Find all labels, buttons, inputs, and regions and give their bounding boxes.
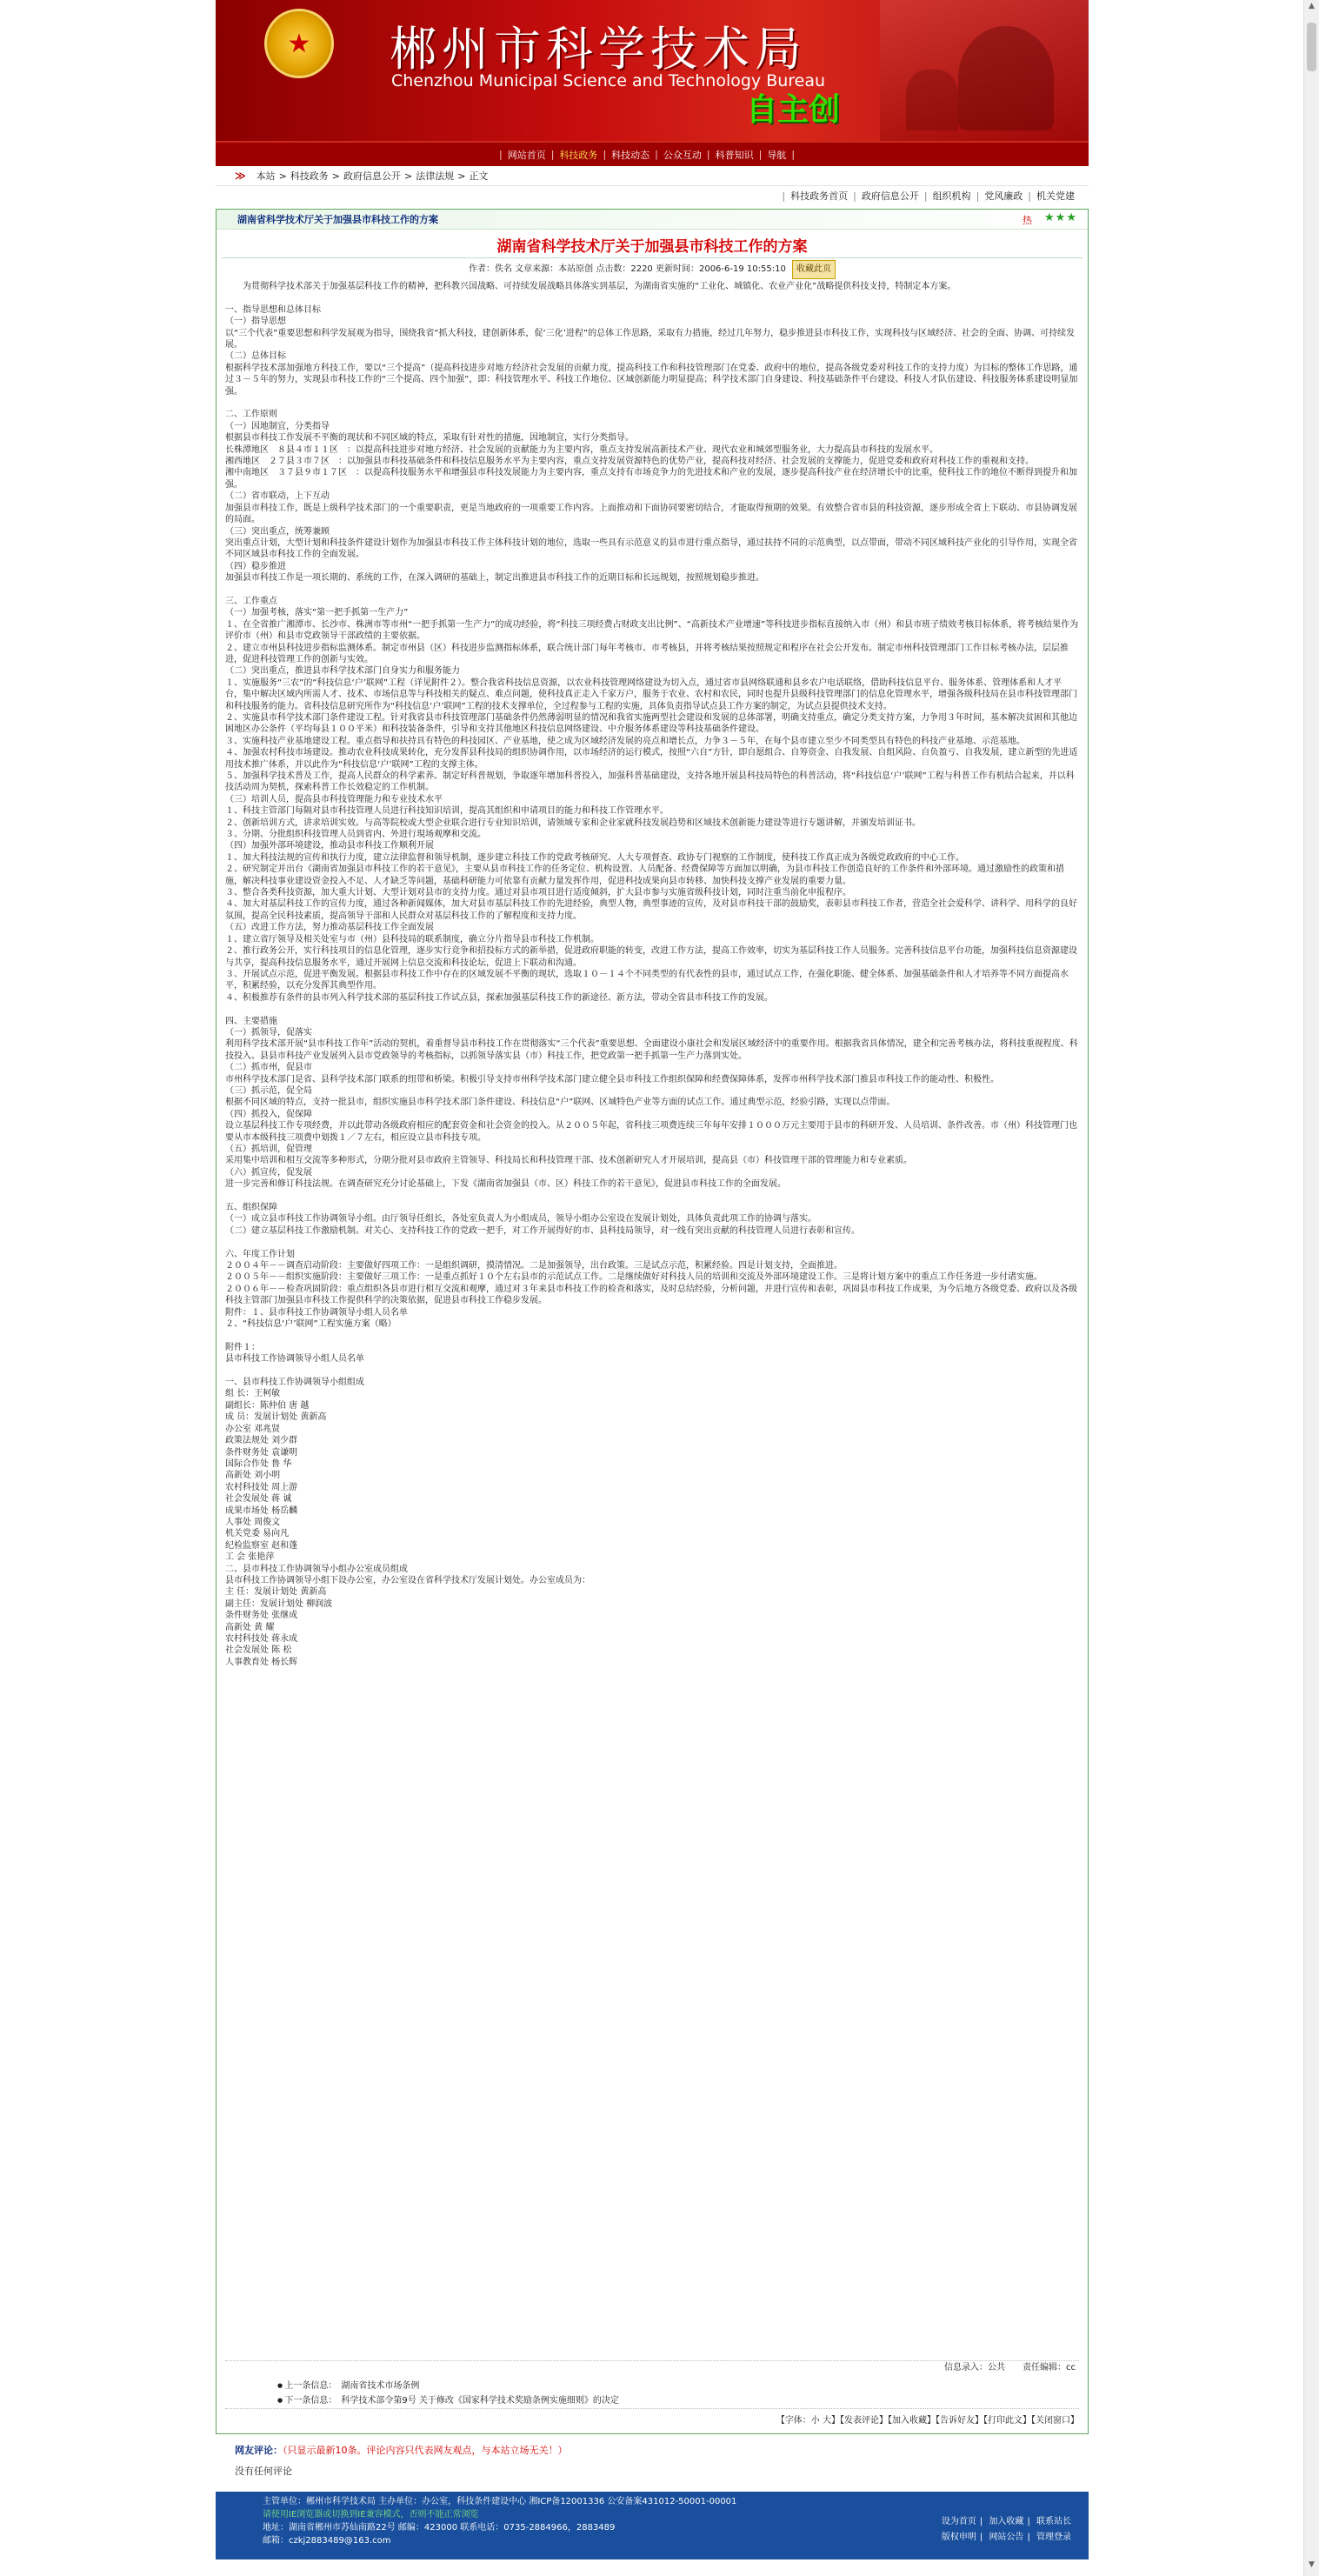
- breadcrumb-item[interactable]: 科技政务: [290, 170, 329, 182]
- article-paragraph: 根据不同区域的特点，支持一批县市，组织实施县市科学技术部门条件建设、科技信息“户”联网、区域特色产业等方面的试点工作。通过典型示范，经验引路，实现以点带面。: [225, 1098, 896, 1108]
- article-paragraph: 社会发展处 陈 松: [225, 1645, 292, 1656]
- article-paragraph: 四、主要措施: [225, 1016, 277, 1026]
- footer-links: 设为首页 | 加入收藏 | 联系站长 版权申明 | 网站公告 | 管理登录: [941, 2517, 1071, 2542]
- article-paragraph: 二、县市科技工作协调领导小组办公室成员组成: [225, 1564, 408, 1574]
- article-paragraph: 市州科学技术部门是省、县科学技术部门联系的纽带和桥梁。积极引导支持市州科学技术部门建立健全县市科技工作组织保障和经费保障体系，发挥市州科学技术部门推县市科技工作的能动性、积极性。: [225, 1074, 999, 1084]
- paragraph-gap: [225, 1191, 1079, 1202]
- article-paragraph: 成 员：发展计划处 黄新高: [225, 1412, 327, 1423]
- article-footer: [217, 2360, 1088, 2433]
- box-head-title: 湖南省科学技术厅关于加强县市科技工作的方案: [237, 214, 438, 225]
- article-paragraph: 农村科技处 周上游: [225, 1482, 298, 1492]
- article-paragraph: ４、加大对基层科技工作的宣传力度，通过各种新闻媒体，加大对县市基层科技工作的先进经验，典型人物，典型事迹的宣传，及对县市科技干部的鼓励奖，表彰县市科技工作者，营造全社会爱科学、讲科学、用科学的良好氛围，提高全民科技素质，提高领导干部和人民群众对基层科技工作的了解程度和支持力度。: [225, 899, 1077, 921]
- article-paragraph: 三、工作重点: [225, 596, 277, 606]
- subnav-item[interactable]: 组织机构: [932, 190, 971, 202]
- comments-section: [216, 2443, 1089, 2479]
- article-paragraph: ２、“科技信息‘户’联网”工程实施方案（略）: [225, 1319, 396, 1330]
- article-paragraph: ３、分期、分批组织科技管理人员到省内、外进行現场观摩和交流。: [225, 830, 486, 840]
- article-paragraph: 根据科学技术部加强地方科技工作，要以“三个提高”（提高科技进步对地方经济社会发展的贡献力度，提高科技工作和科技管理部门在党委、政府中的地位，提高各级党委对科技工作的支持力度）为目标的整体工作思路，通过３－５年的努力，实现县市科技工作的“三个提高、四个加强”，即：科技管理水平、科技工作地位、区域创新能力明显提高；科学技术部门自身建设、科技基础条件平台建设、科技人才队伍建设、科技服务体系建设明显加强。: [225, 363, 1078, 397]
- contact-webmaster-link[interactable]: 联系站长: [1036, 2517, 1071, 2526]
- article-paragraph: 根据县市科技工作发展不平衡的现状和不同区域的特点，采取有针对性的措施，因地制宜，实行分类指导。: [225, 433, 634, 444]
- subnav-item[interactable]: 机关党建: [1036, 190, 1075, 202]
- article-paragraph: 主 任：发展计划处 黄新高: [225, 1587, 327, 1598]
- editor-info: 信息录入：公共 责任编辑：cc: [225, 2360, 1079, 2375]
- comments-notice: （只显示最新10条。评论内容只代表网友观点，与本站立场无关！）: [283, 2445, 568, 2456]
- article-title: 湖南省科学技术厅关于加强县市科技工作的方案: [496, 238, 808, 256]
- article-paragraph: ３、开展试点示范，促进平衡发展。根据县市科技工作中存在的区域发展不平衡的现状，选取１０－１４个不同类型的有代表性的县市，通过试点工作，在强化职能、健全体系、加强基础条件和人才培养等不同方面提高水平，积累经验，以充分发挥其典型作用。: [225, 969, 1069, 991]
- article-paragraph: ２、建立市州县科技进步指标监测体系。制定市州县（区）科技进步监测指标体系，联合统计部门每年考核市、市考核县，并将考核结果按照规定和程序在社会公开发布。制定市州科技管理部门工作目标考核办法，层层推进，促进科技管理工作的创新与实效。: [225, 643, 1069, 664]
- breadcrumb-arrow-icon: ≫: [235, 170, 246, 182]
- article-paragraph: ４、积极推荐有条件的县市列入科学技术部的基层科技工作试点县，探索加强基层科技工作的新途径、新方法，带动全省县市科技工作的发展。: [225, 992, 773, 1003]
- emblem-star: ★: [287, 28, 311, 59]
- article-paragraph: 附件１：: [225, 1342, 260, 1352]
- article-paragraph: 机关党委 易向凡: [225, 1529, 290, 1539]
- article-paragraph: 成果市场处 杨岳麟: [225, 1505, 298, 1516]
- add-favorite-link[interactable]: 加入收藏: [989, 2517, 1024, 2526]
- site-notice-link[interactable]: 网站公告: [989, 2533, 1024, 2542]
- article-paragraph: （三）抓示范，促全局: [225, 1085, 312, 1096]
- article-paragraph: （一）因地制宜，分类指导: [225, 421, 330, 431]
- article-paragraph: 副组长：陈仲伯 唐 越: [225, 1400, 310, 1411]
- article-paragraph: 高新处 黄 耀: [225, 1622, 275, 1632]
- article-paragraph: 条件财务处 袁谦明: [225, 1447, 298, 1458]
- breadcrumb-item[interactable]: 法律法规: [416, 170, 455, 182]
- article-paragraph: （二）突出重点，推进县市科学技术部门自身实力和服务能力: [225, 666, 460, 677]
- subnav-item[interactable]: 政府信息公开: [861, 190, 919, 202]
- article-paragraph: ２００６年－－检查巩固阶段：重点组织各县市进行相互交流和观摩，通过对３年来县市科技工作的检查和落实，及时总结经验，分析问题，并进行宣传和表彰，巩固县市科技工作成果，为今后地方各级党委、政府以及各级科技主管部门加强县市科技工作提供科学的决策依据，促进县市科技工作稳步发展。: [225, 1284, 1077, 1306]
- article-paragraph: 长株潭地区 ８县４市１１区 ：以提高科技进步对地方经济、社会发展的贡献能力为主要内容，重点支持发展高新技术产业、现代农业和城郊型服务业，大力提高县市科技的发展水平。: [225, 444, 938, 455]
- banner-badge: 自主创: [746, 92, 841, 128]
- article-paragraph: １、加大科技法规的宣传和执行力度，建立法律监督和领导机制，逐步建立科技工作的党政考核研究、人大专项督查、政协专门视察的工作制度，使科技工作真正成为各级党政政府的中心工作。: [225, 852, 964, 863]
- nav-item-interaction[interactable]: 公众互动: [663, 149, 702, 161]
- article-paragraph: 加强县市科技工作，既是上级科学技术部门的一个重要职责，更是当地政府的一项重要工作内容。上面推动和下面协同要密切结合，才能取得预期的效果。有效整合省市县的科技资源，逐步形成全省上下联动、市县协调发展的局面。: [225, 503, 1077, 525]
- article-paragraph: （二）省市联动，上下互动: [225, 491, 330, 502]
- paragraph-gap: [225, 1365, 1079, 1377]
- article-paragraph: 条件财务处 张继成: [225, 1611, 298, 1621]
- page-scrollbar[interactable]: [1303, 0, 1319, 2576]
- article-paragraph: １、科技主管部门每隔对县市科技管理人员进行科技知识培训，提高其组织和申请项目的能力和科技工作管理水平。: [225, 806, 669, 817]
- article-paragraph: （二）总体目标: [225, 351, 286, 362]
- article-paragraph: 组 长：王柯敏: [225, 1389, 281, 1399]
- article-meta: [217, 260, 1088, 277]
- footer-browser-notice: 请使用IE浏览器或切换到IE兼容模式，否则不能正常浏览: [263, 2510, 479, 2519]
- article-paragraph: （一）指导思想: [225, 317, 286, 327]
- nav-item-news[interactable]: 科技动态: [611, 149, 650, 161]
- article-paragraph: １、建立省厅领导及相关处室与市（州）县科技局的联系制度，确立分片指导县市科技工作机制。: [225, 934, 599, 944]
- article-paragraph: （二）建立基层科技工作激励机制。对关心、支持科技工作的党政一把手，对工作开展得好的市、县科技局领导，对一线有突出贡献的科技管理人员进行表彰和宣传。: [225, 1225, 860, 1236]
- subnav-item[interactable]: 科技政务首页: [790, 190, 849, 202]
- main-nav: | 网站首页 | 科技政务 | 科技动态 | 公众互动 | 科普知识 | 导航 |: [216, 141, 1089, 166]
- prev-article-link[interactable]: ● 上一条信息： 湖南省技术市场条例: [277, 2379, 1079, 2393]
- article-paragraph: （二）抓市州，促县市: [225, 1063, 312, 1073]
- footer-email: 邮箱：czkj2883489@163.com: [263, 2536, 391, 2546]
- comments-empty: 没有任何评论: [235, 2466, 292, 2477]
- article-meta-text: 作者：佚名 文章来源：本站原创 点击数：2220 更新时间：2006-6-19 10:55:10: [468, 264, 786, 274]
- article-paragraph: 政策法规处 刘少群: [225, 1436, 298, 1446]
- article-paragraph: （六）抓宣传，促发展: [225, 1167, 312, 1178]
- nav-item-gov-affairs[interactable]: 科技政务: [559, 149, 598, 161]
- article-paragraph: ２００４年－－调查启动阶段：主要做好四项工作：一是组织调研，摸清情况。二是加强领导，出台政策。三是试点示范，积累经验。四是计划支持，全面推进。: [225, 1261, 843, 1271]
- site-banner: [216, 0, 1089, 141]
- article-paragraph: ２００５年－－组织实施阶段：主要做好三项工作：一是重点抓好１０个左右县市的示范试点工作。二是继续做好对科技人员的培训和交流及外部环境建设工作。三是将计划方案中的重点工作任务进一步付诸实施。: [225, 1272, 1043, 1283]
- article-paragraph: ２、实施县市科学技术部门条件建设工程。针对我省县市科技管理部门基础条件仍然薄弱明显的情况和我省实施两型社会建设和发展的总体部署，明确支持重点，确定分类支持方案，力争用３年时间，基本解决贫困和其他边困地区办公条件（平均每县１００平米）和科技装备条件，引导和支持其他地区科技信息网络建设、中介服务体系建设等科技基础条件建设。: [225, 712, 1077, 735]
- article-paragraph: ４、加强农村科技市场建设。推动农业科技成果转化，充分发挥县科技局的组织协调作用，以市场经济的运行模式，按照“六自”方针，即自愿组合、自筹资金、自我发展、自组风险、自负盈亏、自我发展，建立新型的先进适用技术推广体系，并以此作为“科技信息‘户’联网”工程的支撑主体。: [225, 748, 1078, 770]
- article-paragraph: 进一步完善和修订科技法规。在调查研究充分讨论基础上，下发《湖南省加强县（市、区）科技工作的若干意见》，促进县市科技工作的全面发展。: [225, 1179, 786, 1190]
- article-paragraph: ２、创新培训方式，讲求培训实效。与高等院校或大型企业联合进行专业知识培训，请领域专家和企业家就科技发展趋势和区域技术创新能力建设等进行专题讲解，并颁发培训证书。: [225, 818, 921, 828]
- title-divider: [222, 257, 1083, 258]
- paragraph-gap: [225, 1004, 1079, 1015]
- article-paragraph: 人事教育处 杨长辉: [225, 1657, 298, 1667]
- comments-label: 网友评论：: [235, 2445, 283, 2456]
- article-paragraph: 社会发展处 蒋 诚: [225, 1494, 292, 1505]
- article-paragraph: 五、组织保障: [225, 1203, 277, 1213]
- footer-line: 地址：湖南省郴州市苏仙南路22号 邮编：423000 联系电话：0735-2884966，2883489: [263, 2523, 616, 2533]
- article-box: [216, 209, 1089, 2434]
- hot-badge: 热: [1023, 215, 1032, 226]
- article-paragraph: 工 会 张艳萍: [225, 1552, 275, 1563]
- article-paragraph: １、在全省推广湘潭市、长沙市、株洲市等市州“一把手抓第一生产力”的成功经验，将“科技三项经费占财政支出比例”、“高新技术产业增速”等科技进步指标直接纳入市（州）和县市班子绩效考核目标体系，将考核结果作为评价市（州）和县市党政领导干部政绩的主要依据。: [225, 619, 1079, 642]
- breadcrumb-item[interactable]: 政府信息公开: [343, 170, 401, 182]
- article-paragraph: 一、指导思想和总体目标: [225, 304, 321, 315]
- favorite-button[interactable]: 收藏此页: [792, 260, 836, 279]
- article-paragraph: 高新处 刘小明: [225, 1471, 281, 1481]
- article-paragraph: ３、实施科技产业基地建设工程。重点指导和扶持具有特色的科技园区、产业基地，使之成为区域经济发展的亮点和增长点，力争３－５年，在每个县市建立至少不同类型具有特色的科技产业基地、示范基地。: [225, 736, 1025, 746]
- nav-item-navigation[interactable]: 导航: [767, 149, 787, 161]
- set-homepage-link[interactable]: 设为首页: [941, 2517, 976, 2526]
- article-paragraph: （四）抓投入，促保障: [225, 1109, 312, 1119]
- article-paragraph: 县市科技工作协调领导小组下设办公室，办公室设在省科学技术厅发展计划处。办公室成员为：: [225, 1575, 590, 1585]
- breadcrumb-item-current: 正文: [469, 170, 489, 182]
- scroll-up-icon[interactable]: ▲: [1309, 2, 1315, 10]
- article-paragraph: ２、研究制定并出台《湖南省加强县市科技工作的若干意见》，主要从县市科技工作的任务定位、机构设置、人员配备、经费保障等方面加以明确，为县市科技工作创造良好的工作条件和外部环境。通过激励性的政策和措施，解决科技事业建设资金投入不足、人才缺乏等问题，基础科研能力可依靠有贡献力量发挥作用，促进科技成果向县市转移、加快科技支撑产业发展的重要力量。: [225, 864, 1064, 886]
- article-paragraph: 突出重点计划，大型计划和科技条件建设计划作为加强县市科技工作主体科技计划的地位，选取一些具有示范意义的县市进行重点指导，通过扶持不同的示范典型，以点带面，带动不同区域科技产业化的引导作用，实现全省不同区域县市科技工作的全面发展。: [225, 537, 1077, 560]
- breadcrumb-item[interactable]: 本站: [256, 170, 276, 182]
- national-emblem-icon: [264, 9, 334, 78]
- article-paragraph: 纪检监察室 赵和蓬: [225, 1540, 298, 1551]
- paragraph-gap: [225, 1330, 1079, 1341]
- article-paragraph: 设立基层科技工作专项经费，并以此带动各级政府相应的配套资金和社会资金的投入。从２００５年起，省科技三项费连续三年每年安排１０００万元主要用于县市的科研开发、人员培训、条件改善。市（州）科技管理门也要从市本级科技三项费中划拨１／７左右，相应设立县市科技专项。: [225, 1121, 1077, 1143]
- paragraph-gap: [225, 292, 1079, 304]
- scrollbar-thumb[interactable]: [1307, 23, 1316, 71]
- copyright-link[interactable]: 版权申明: [941, 2533, 976, 2542]
- article-paragraph: 办公室 邓兆贤: [225, 1424, 281, 1434]
- footer-line: 主管单位：郴州市科学技术局 主办单位：办公室，科技条件建设中心 湘ICP备12001336 公安备案431012-50001-00001: [263, 2497, 737, 2506]
- article-paragraph: 采用集中培训和相互交流等多种形式，分期分批对县市政府主管领导、科技局长和科技管理干部、技术创新研究人才开展培训，提高县（市）科技管理干部的管理能力和专业素质。: [225, 1156, 912, 1166]
- article-paragraph: 二、工作原则: [225, 410, 277, 420]
- article-body: [217, 277, 1088, 1668]
- article-paragraph: 副主任：发展计划处 柳润波: [225, 1598, 333, 1609]
- article-paragraph: 农村科技处 蒋永成: [225, 1634, 298, 1644]
- rating-stars-icon: ★★★: [1044, 211, 1077, 224]
- article-paragraph: 一、县市科技工作协调领导小组组成: [225, 1378, 364, 1388]
- nav-item-home[interactable]: 网站首页: [507, 149, 546, 161]
- admin-login-link[interactable]: 管理登录: [1036, 2533, 1071, 2542]
- article-paragraph: （四）加强外部环境建设，推动县市科技工作顺利开展: [225, 841, 434, 851]
- article-paragraph: （一）成立县市科技工作协调领导小组。由厅领导任组长，各处室负责人为小组成员，领导小组办公室设在发展计划处，具体负责此项工作的协调与落实。: [225, 1214, 816, 1225]
- paragraph-gap: [225, 584, 1079, 596]
- scroll-down-icon[interactable]: ▼: [1309, 2560, 1315, 2569]
- article-paragraph: 以“三个代表”重要思想和科学发展观为指导，围绕我省“抓大科技，建创新体系，促‘三化’进程”的总体工作思路，采取有力措施，经过几年努力，稳步推进县市科技工作，实现科技与区域经济、社会的全面、协调、可持续发展。: [225, 328, 1076, 350]
- article-paragraph: （四）稳步推进: [225, 561, 286, 571]
- next-article-link[interactable]: ● 下一条信息： 科学技术部令第9号 关于修改《国家科学技术奖励条例实施细则》的决定: [277, 2393, 1079, 2408]
- article-paragraph: （五）抓培训，促管理: [225, 1145, 312, 1154]
- article-paragraph: ３、整合各类科技资源，加大重大计划、大型计划对县市的支持力度。通过对县市项目进行适度倾斜，扩大县市参与实施省级科技计划，同时注重当前化申报程序。: [225, 888, 851, 898]
- site-subtitle: Chenzhou Municipal Science and Technology Bureau: [391, 71, 826, 90]
- article-paragraph: 利用科学技术部开展“县市科技工作年”活动的契机，着重督导县市科技工作在贯彻落实“三个代表”重要思想、全面建设小康社会和发展区域经济中的重要作用。根据我省具体情况，建全和完善考核办法，将科技重视程度、科技投入、县县市科技产业发展列入县市党政领导的考核指标，以抓领导落实县（市）科技工作，把党政第一把手抓第一生产力落到实处。: [225, 1039, 1078, 1061]
- article-tools[interactable]: 【字体：小 大】【发表评论】【加入收藏】【告诉好友】【打印此文】【关闭窗口】: [225, 2408, 1079, 2426]
- article-paragraph: （三）突出重点，统筹兼顾: [225, 526, 330, 537]
- paragraph-gap: [225, 1237, 1079, 1248]
- prev-next-list: [243, 2379, 1079, 2408]
- footer-info: [263, 2495, 736, 2547]
- article-paragraph: 县市科技工作协调领导小组人员名单: [225, 1354, 364, 1365]
- breadcrumb: ≫ 本站 > 科技政务 > 政府信息公开 > 法律法规 > 正文: [216, 166, 1089, 186]
- site-footer: [216, 2492, 1089, 2559]
- article-paragraph: （三）培训人员，提高县市科技管理能力和专业技术水平: [225, 794, 443, 804]
- article-paragraph: ２、推行政务公开，实行科技项目的信息化管理，逐步实行竞争和招投标方式的新举措，促进政府职能的转变，改进工作方法，提高工作效率，切实为基层科技工作人员服务。完善科技信息平台功能，加强科技信息资源建设与共享，提高科技信息服务水平，通过开展网上信息交流和科技论坛，促进上下联动和沟通。: [225, 946, 1077, 968]
- sub-nav: | 科技政务首页 | 政府信息公开 | 组织机构 | 党风廉政 | 机关党建: [782, 190, 1075, 202]
- article-paragraph: ５、加强科学技术普及工作，提高人民群众的科学素养。制定好科普规划，争取逐年增加科普投入，加强科普基础建设，支持各地开展县科技局特色的科普活动，将“科技信息‘户’联网”工程与科普工作有机结合起来，并以科技活动周为契机，探索科普工作长效稳定的工作机制。: [225, 771, 1075, 793]
- page-wrapper: [216, 0, 1089, 2546]
- article-paragraph: 附件：１、县市科技工作协调领导小组人员名单: [225, 1307, 408, 1318]
- article-paragraph: 加强县市科技工作是一项长期的、系统的工作，在深入调研的基础上，制定出推进县市科技工作的近期目标和长远规划，按照规划稳步推进。: [225, 573, 764, 584]
- article-paragraph: 国际合作处 鲁 华: [225, 1458, 292, 1469]
- nav-item-popular-science[interactable]: 科普知识: [715, 149, 754, 161]
- article-paragraph: （五）改进工作方法，努力推动基层科技工作全面发展: [225, 923, 434, 933]
- article-paragraph: 湘中南地区 ３７县９市１７区 ：以提高科技服务水平和增强县市科技发展能力为主要内容，重点支持有市场竞争力的先进技术和产业的发展，逐步提高科技产业在经济增长中的比重，使科技工作的地位不断得到提升和加强。: [225, 468, 1077, 490]
- article-paragraph: 湘西地区 ２７县３市７区 ：以加强县市科技基础条件和科技信息服务水平为主要内容，重点支持发展资源特色的优势产业，提高科技对经济、社会发展的支撑能力，促进党委和政府对科技工作的重视和支持。: [225, 457, 1034, 467]
- paragraph-gap: [225, 397, 1079, 409]
- subnav-item[interactable]: 党风廉政: [984, 190, 1023, 202]
- article-paragraph: 六、年度工作计划: [225, 1249, 295, 1259]
- site-title: 郴州市科学技术局: [390, 22, 807, 77]
- article-paragraph: １、实施服务“三农”的“科技信息‘户’联网”工程（详见附件２）。整合我省科技信息资源，以农业科技管理网络建设为切入点，通过省市县网络联通和县乡农户电话联络，借助科技信息平台、服务体系、管理体系和人才平台，集中解决区域内所需人才、技术、市场信息等与科技相关的疑点、难点问题，使科技真正走入千家万户，服务于农业、农村和农民，同时也提升县级科技管理部门的信息化管理水平，增强各级科技局在县市科技管理部门和科技服务的能力。省科技信息研究所作为“科技信息‘户’联网”工程的技术支撑单位，全过程参与工程的实施，具体负责指导试点县工作方案的制定，为试点县提供技术支持。: [225, 677, 1077, 711]
- article-paragraph: （一）抓领导，促落实: [225, 1027, 312, 1038]
- article-paragraph: 为贯彻科学技术部关于加强基层科技工作的精神，把科教兴国战略、可持续发展战略具体落实到基层，为湖南省实施的“工业化、城镇化、农业产业化”战略提供科技支持，特制定本方案。: [225, 282, 956, 291]
- article-box-header: [217, 210, 1088, 230]
- article-paragraph: （一）加强考核，落实“第一把手抓第一生产力”: [225, 608, 409, 618]
- article-paragraph: 人事处 周俊文: [225, 1517, 281, 1527]
- banner-sculpture-decoration: [880, 0, 1089, 141]
